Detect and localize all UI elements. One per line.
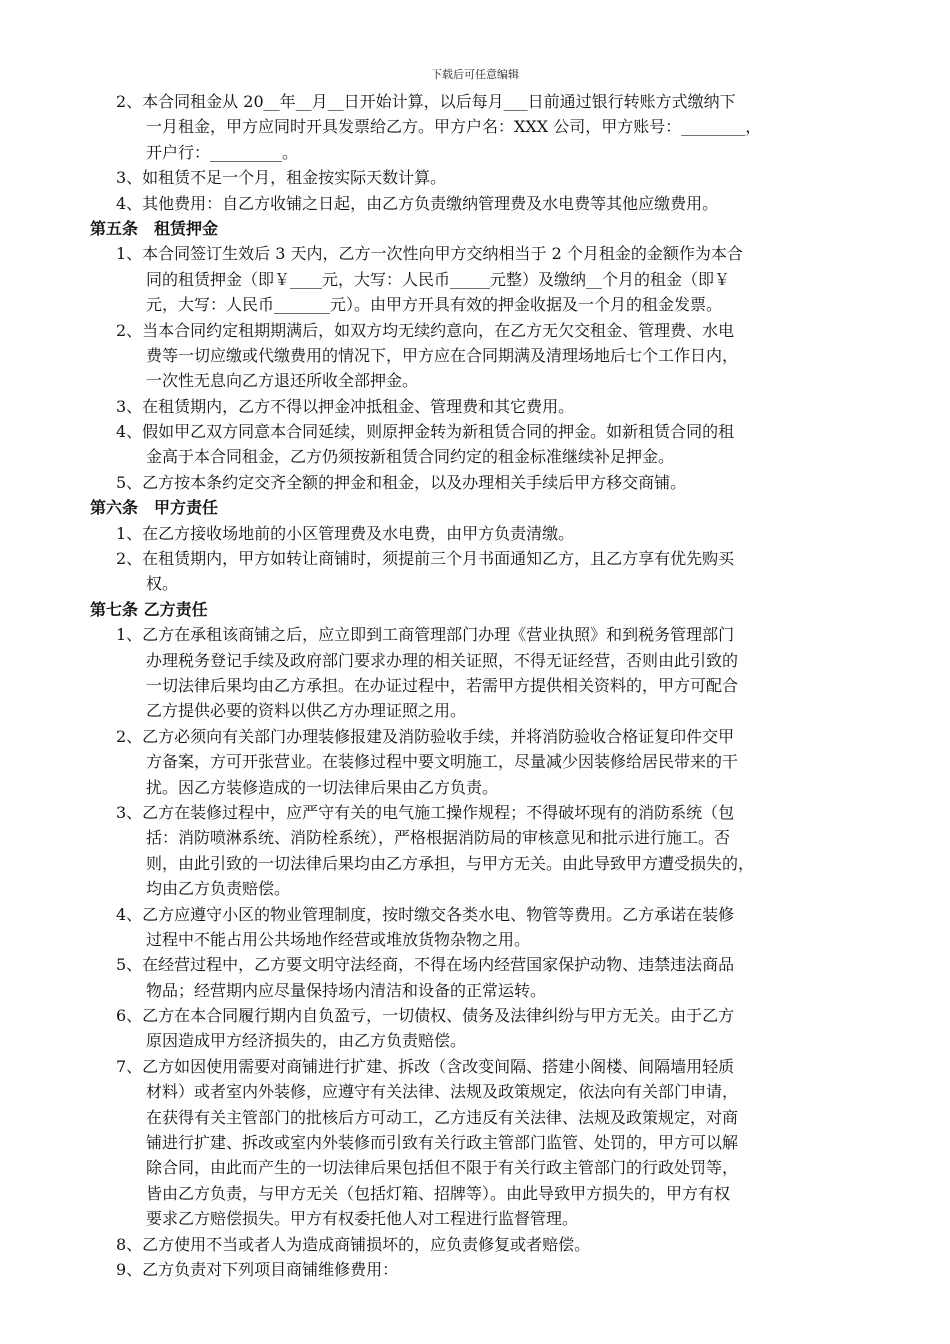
text-line: 方备案，方可开张营业。在装修过程中要文明施工，尽量减少因装修给居民带来的干 — [146, 752, 739, 772]
text-line: 办理税务登记手续及政府部门要求办理的相关证照，不得无证经营，否则由此引致的 — [146, 650, 739, 670]
text-line: 要求乙方赔偿损失。甲方有权委托他人对工程进行监督管理。 — [146, 1209, 579, 1229]
text-line: 扰。因乙方装修造成的一切法律后果由乙方负责。 — [146, 777, 499, 797]
text-line: 4、乙方应遵守小区的物业管理制度，按时缴交各类水电、物管等费用。乙方承诺在装修 — [116, 904, 735, 924]
text-line: 2、在租赁期内，甲方如转让商铺时，须提前三个月书面通知乙方，且乙方享有优先购买 — [116, 549, 735, 569]
text-line: 开户行：_________。 — [146, 142, 299, 162]
text-line: 1、本合同签订生效后 3 天内，乙方一次性向甲方交纳相当于 2 个月租金的金额作为本合 — [116, 244, 743, 264]
text-line: 一切法律后果均由乙方承担。在办证过程中，若需甲方提供相关资料的，甲方可配合 — [146, 675, 739, 695]
text-line: 9、乙方负责对下列项目商铺维修费用： — [116, 1259, 399, 1279]
text-line: 4、其他费用：自乙方收铺之日起，由乙方负责缴纳管理费及水电费等其他应缴费用。 — [116, 193, 719, 213]
text-line: 一月租金，甲方应同时开具发票给乙方。甲方户名：XXX 公司，甲方账号：________， — [146, 117, 762, 137]
text-line: 3、乙方在装修过程中，应严守有关的电气施工操作规程；不得破坏现有的消防系统（包 — [116, 802, 735, 822]
section-heading: 第五条 租赁押金 — [90, 218, 219, 238]
text-line: 3、如租赁不足一个月，租金按实际天数计算。 — [116, 168, 447, 188]
text-line: 均由乙方负责赔偿。 — [146, 879, 291, 899]
text-line: 皆由乙方负责，与甲方无关（包括灯箱、招牌等）。由此导致甲方损失的，甲方有权 — [146, 1183, 731, 1203]
text-line: 3、在租赁期内，乙方不得以押金冲抵租金、管理费和其它费用。 — [116, 396, 575, 416]
text-line: 物品；经营期内应尽量保持场内清洁和设备的正常运转。 — [146, 980, 547, 1000]
text-line: 8、乙方使用不当或者人为造成商铺损坏的，应负责修复或者赔偿。 — [116, 1234, 591, 1254]
text-line: 括：消防喷淋系统、消防栓系统），严格根据消防局的审核意见和批示进行施工。否 — [146, 828, 731, 848]
text-line: 1、在乙方接收场地前的小区管理费及水电费，由甲方负责清缴。 — [116, 523, 575, 543]
text-line: 在获得有关主管部门的批核后方可动工，乙方违反有关法律、法规及政策规定，对商 — [146, 1107, 739, 1127]
text-line: 6、乙方在本合同履行期内自负盈亏，一切债权、债务及法律纠纷与甲方无关。由于乙方 — [116, 1006, 735, 1026]
text-line: 铺进行扩建、拆改或室内外装修而引致有关行政主管部门监管、处罚的，甲方可以解 — [146, 1133, 739, 1153]
section-heading: 第六条 甲方责任 — [90, 498, 219, 518]
text-line: 乙方提供必要的资料以供乙方办理证照之用。 — [146, 701, 467, 721]
text-line: 过程中不能占用公共场地作经营或堆放货物杂物之用。 — [146, 929, 531, 949]
text-line: 5、乙方按本条约定交齐全额的押金和租金，以及办理相关手续后甲方移交商铺。 — [116, 472, 687, 492]
section-heading: 第七条 乙方责任 — [90, 599, 208, 619]
text-line: 原因造成甲方经济损失的，由乙方负责赔偿。 — [146, 1031, 467, 1051]
page-header: 下载后可任意编辑 — [431, 68, 519, 81]
text-line: 费等一切应缴或代缴费用的情况下，甲方应在合同期满及清理场地后七个工作日内， — [146, 345, 739, 365]
text-line: 金高于本合同租金，乙方仍须按新租赁合同约定的租金标准继续补足押金。 — [146, 447, 675, 467]
text-line: 则，由此引致的一切法律后果均由乙方承担，与甲方无关。由此导致甲方遭受损失的， — [146, 853, 755, 873]
text-line: 一次性无息向乙方退还所收全部押金。 — [146, 371, 419, 391]
text-line: 7、乙方如因使用需要对商铺进行扩建、拆改（含改变间隔、搭建小阁楼、间隔墙用轻质 — [116, 1056, 735, 1076]
text-line: 4、假如甲乙双方同意本合同延续，则原押金转为新租赁合同的押金。如新租赁合同的租 — [116, 422, 735, 442]
text-line: 元，大写：人民币_______元）。由甲方开具有效的押金收据及一个月的租金发票。 — [146, 295, 723, 315]
text-line: 权。 — [146, 574, 179, 594]
text-line: 除合同，由此而产生的一切法律后果包括但不限于有关行政主管部门的行政处罚等， — [146, 1158, 739, 1178]
text-line: 5、在经营过程中，乙方要文明守法经商，不得在场内经营国家保护动物、违禁违法商品 — [116, 955, 735, 975]
contract-body — [90, 89, 870, 1282]
text-line: 材料）或者室内外装修，应遵守有关法律、法规及政策规定，依法向有关部门申请， — [146, 1082, 739, 1102]
text-line: 2、当本合同约定租期期满后，如双方均无续约意向，在乙方无欠交租金、管理费、水电 — [116, 320, 735, 340]
text-line: 2、本合同租金从 20__年__月__日开始计算，以后每月___日前通过银行转账方式缴纳下 — [116, 92, 736, 111]
text-line: 1、乙方在承租该商铺之后，应立即到工商管理部门办理《营业执照》和到税务管理部门 — [116, 625, 735, 645]
text-line: 同的租赁押金（即￥____元，大写：人民币_____元整）及缴纳__个月的租金（即￥ — [146, 269, 731, 289]
text-line: 2、乙方必须向有关部门办理装修报建及消防验收手续，并将消防验收合格证复印件交甲 — [116, 726, 735, 746]
